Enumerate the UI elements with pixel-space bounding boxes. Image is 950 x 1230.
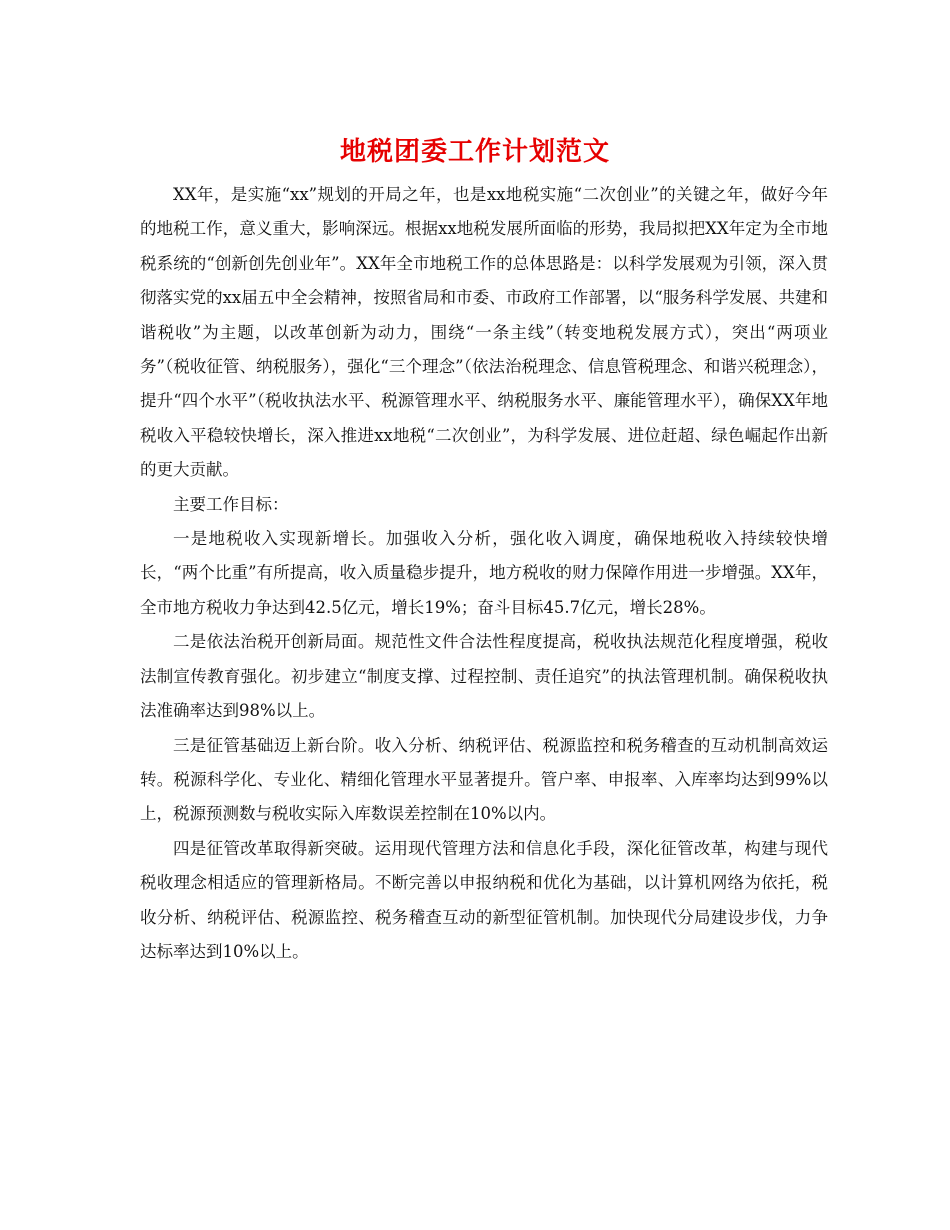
paragraph-goal-3: 三是征管基础迈上新台阶。收入分析、纳税评估、税源监控和税务稽查的互动机制高效运转。税源科学化、专业化、精细化管理水平显著提升。管户率、申报率、入库率均达到99%以上，税源预测数与税收实际入库数误差控制在10%以内。 <box>140 735 828 824</box>
paragraph-goal-2: 二是依法治税开创新局面。规范性文件合法性程度提高，税收执法规范化程度增强，税收法制宣传教育强化。初步建立“制度支撑、过程控制、责任追究”的执法管理机制。确保税收执法准确率达到98%以上。 <box>140 632 828 721</box>
paragraph-goal-4: 四是征管改革取得新突破。运用现代管理方法和信息化手段，深化征管改革，构建与现代税收理念相适应的管理新格局。不断完善以申报纳税和优化为基础，以计算机网络为依托，税收分析、纳税评估、税源监控、税务稽查互动的新型征管机制。加快现代分局建设步伐，力争达标率达到10%以上。 <box>140 838 828 961</box>
paragraph-goals-heading: 主要工作目标： <box>173 494 289 514</box>
paragraph-goal-1: 一是地税收入实现新增长。加强收入分析，强化收入调度，确保地税收入持续较快增长，“两个比重”有所提高，收入质量稳步提升，地方税收的财力保障作用进一步增强。XX年，全市地方税收力争达到42.5亿元，增长19%；奋斗目标45.7亿元，增长28%。 <box>140 529 828 617</box>
document-body <box>140 178 828 969</box>
paragraph-intro: XX年，是实施“xx”规划的开局之年，也是xx地税实施“二次创业”的关键之年，做好今年的地税工作，意义重大，影响深远。根据xx地税发展所面临的形势，我局拟把XX年定为全市地税系统的“创新创先创业年”。XX年全市地税工作的总体思路是：以科学发展观为引领，深入贯彻落实党的xx届五中全会精神，按照省局和市委、市政府工作部署，以“服务科学发展、共建和谐税收”为主题，以改革创新为动力，围绕“一条主线”（转变地税发展方式），突出“两项业务”（税收征管、纳税服务），强化“三个理念”（依法治税理念、信息管税理念、和谐兴税理念），提升“四个水平”（税收执法水平、税源管理水平、纳税服务水平、廉能管理水平），确保XX年地税收入平稳较快增长，深入推进xx地税“二次创业”，为科学发展、进位赶超、绿色崛起作出新的更大贡献。 <box>140 185 828 480</box>
document-title: 地税团委工作计划范文 <box>339 137 610 167</box>
